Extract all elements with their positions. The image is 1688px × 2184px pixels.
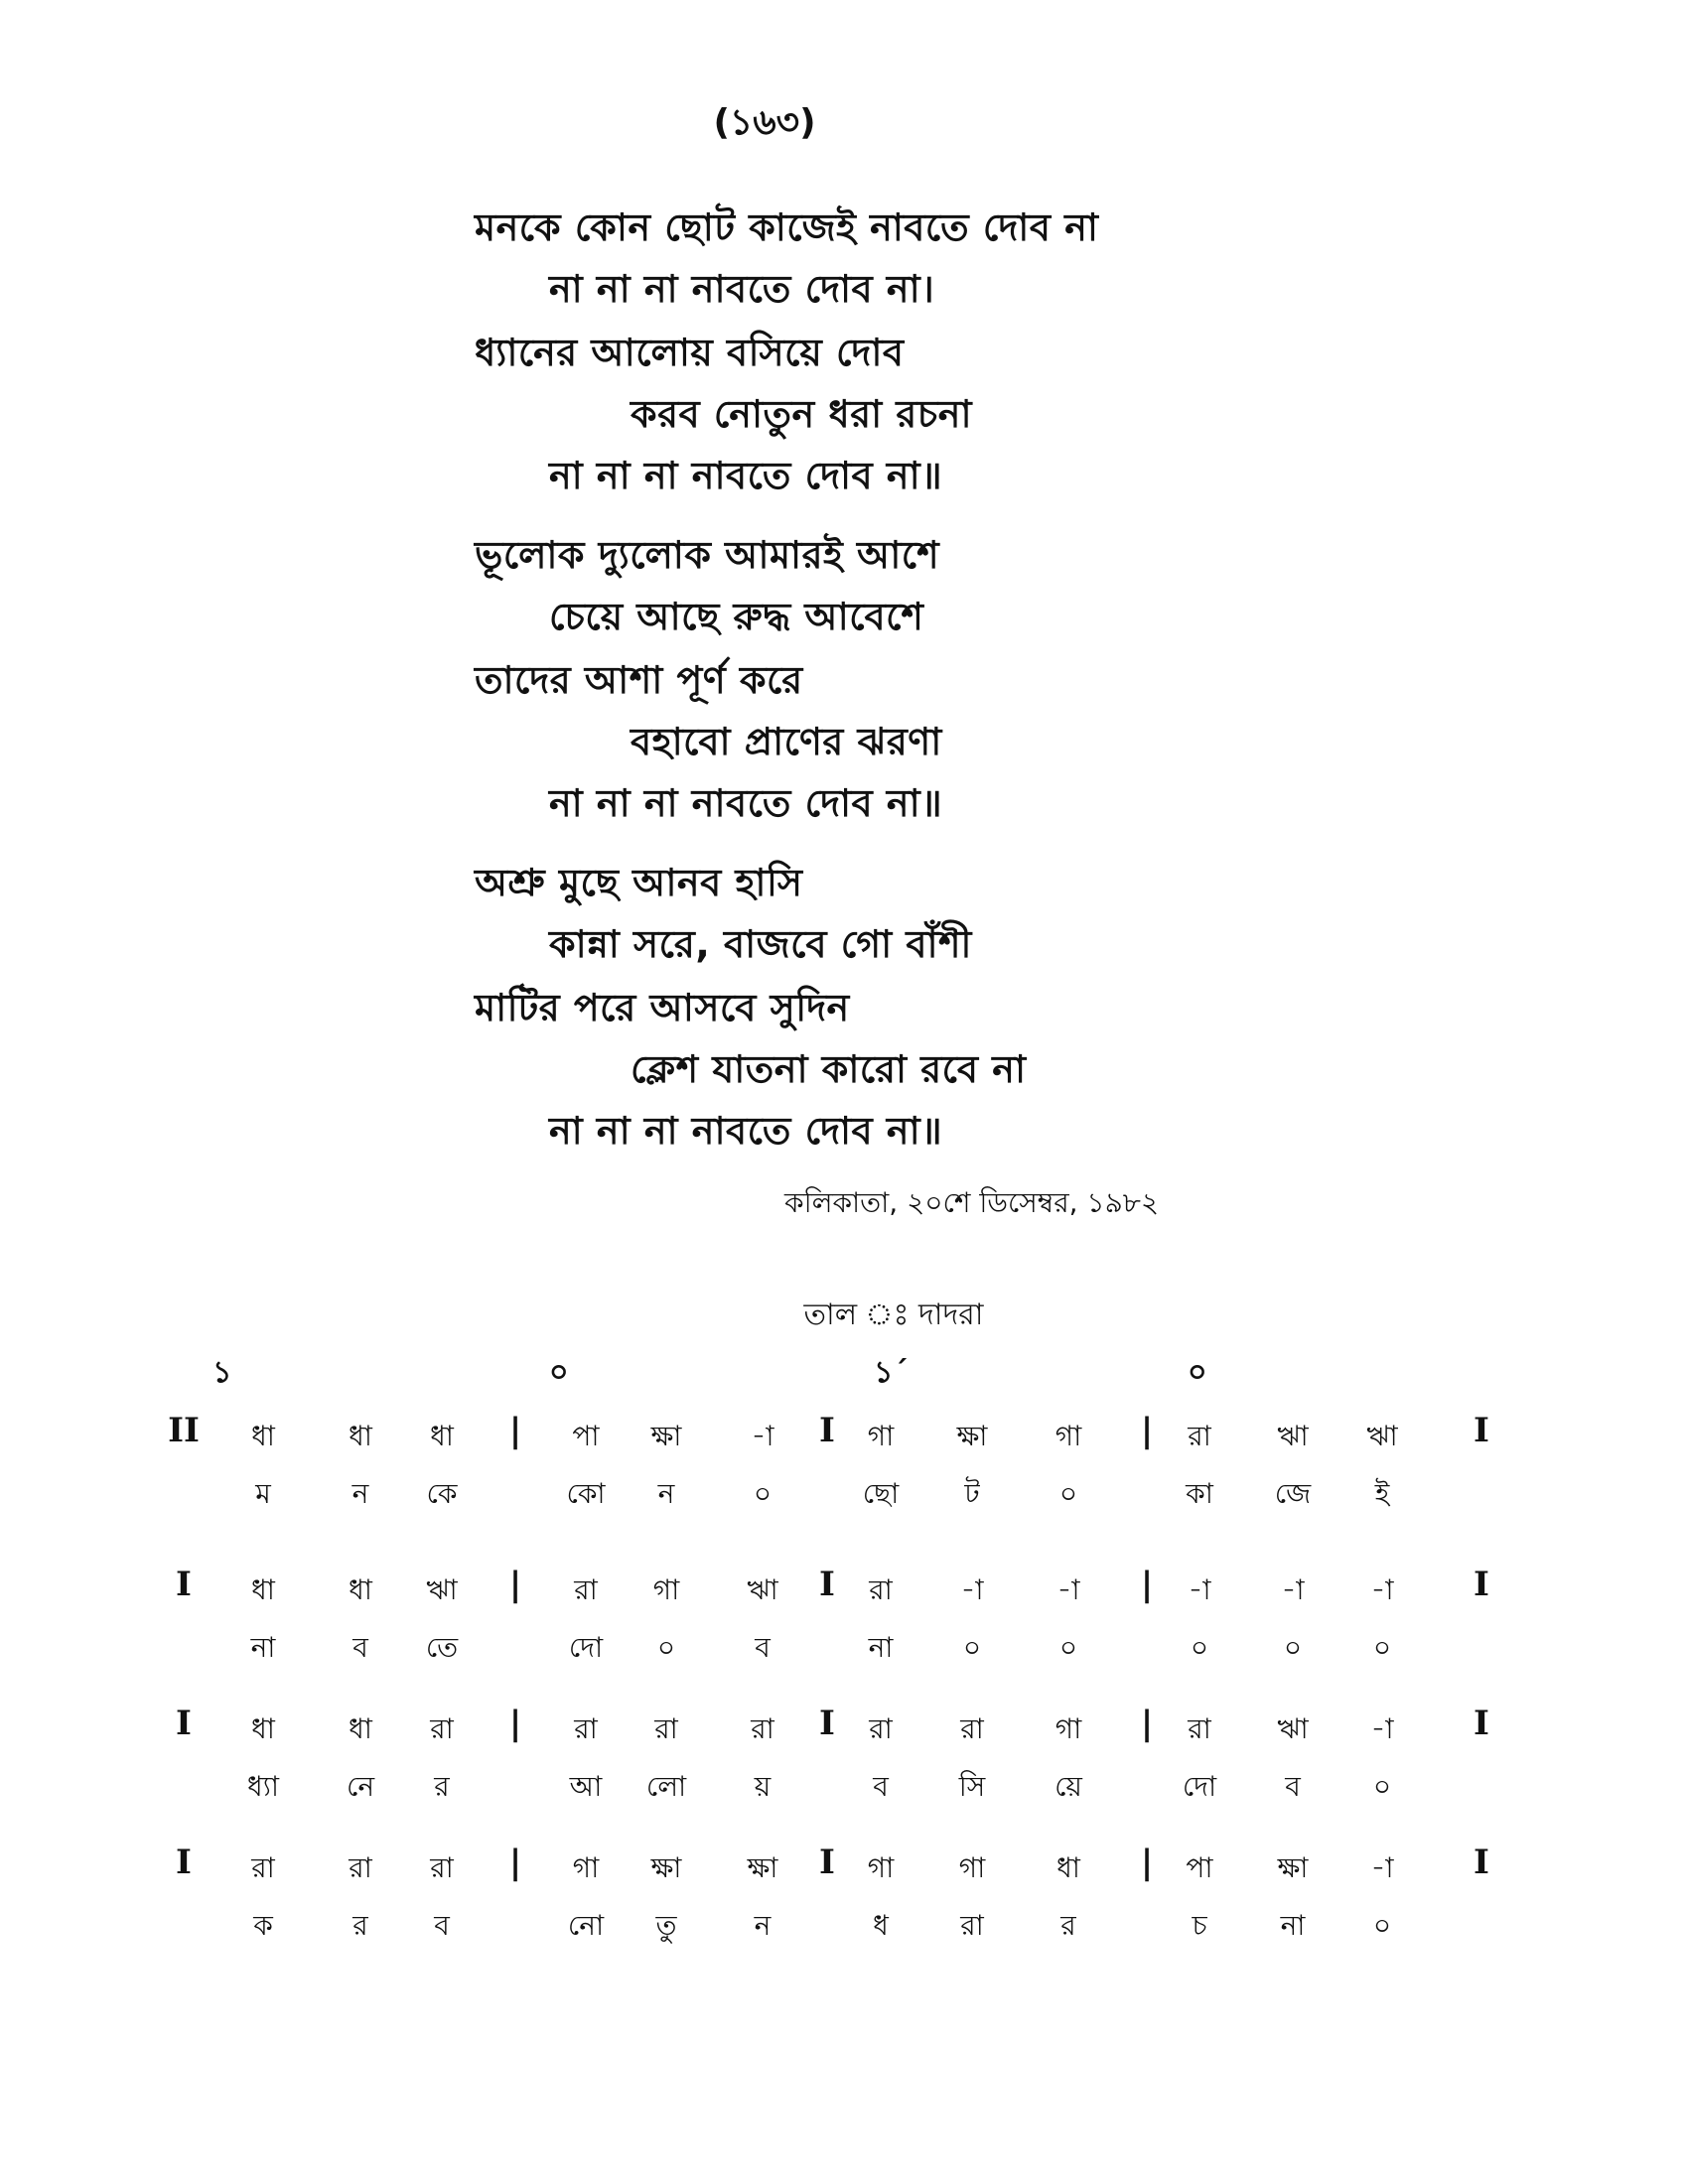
syllable-cell: ট — [964, 1477, 980, 1510]
avartan-bar: I — [819, 1411, 835, 1450]
vibhag-bar: | — [1140, 1411, 1154, 1450]
avartan-bar: I — [819, 1565, 835, 1604]
syllable-cell: ম — [255, 1477, 271, 1510]
note-cell: -া — [1281, 1573, 1305, 1606]
syllable-cell: ০ — [1058, 1477, 1078, 1510]
note-cell: ধা — [430, 1420, 454, 1452]
lyric-line: কান্না সরে, বাজবে গো বাঁশী — [549, 922, 972, 966]
syllable-cell: ব — [352, 1631, 368, 1664]
note-cell: ক্ষা — [650, 1420, 682, 1452]
syllable-cell: তে — [425, 1631, 459, 1664]
note-cell: গা — [1055, 1712, 1082, 1745]
syllable-cell: ০ — [1372, 1631, 1392, 1664]
syllable-cell: তু — [655, 1909, 677, 1942]
start-bar: I — [176, 1565, 192, 1604]
note-cell: -া — [1370, 1851, 1394, 1884]
note-cell: ক্ষা — [956, 1420, 988, 1452]
syllable-cell: না — [1280, 1909, 1306, 1942]
syllable-cell: না — [868, 1631, 894, 1664]
note-cell: ধা — [251, 1573, 275, 1606]
syllable-cell: কে — [426, 1477, 458, 1510]
note-cell: রা — [251, 1851, 275, 1884]
syllable-cell: ধ — [873, 1909, 889, 1942]
syllable-cell: র — [352, 1909, 368, 1942]
place-date: কলিকাতা, ২০শে ডিসেম্বর, ১৯৮২ — [784, 1186, 1160, 1219]
syllable-cell: ০ — [753, 1477, 773, 1510]
note-cell: পা — [572, 1420, 600, 1452]
note-cell: ধা — [349, 1573, 372, 1606]
syllable-cell: ০ — [962, 1631, 982, 1664]
start-bar: I — [176, 1843, 192, 1882]
end-bar: I — [1474, 1411, 1489, 1450]
beat-mark: ১ — [212, 1355, 232, 1390]
lyric-line: না না না নাবতে দোব না। — [549, 267, 935, 311]
note-cell: রা — [1188, 1712, 1211, 1745]
avartan-bar: I — [819, 1843, 835, 1882]
lyric-line: তাদের আশা পূর্ণ করে — [475, 658, 803, 702]
note-cell: ঋা — [1277, 1712, 1309, 1745]
beat-mark: ০ — [549, 1355, 569, 1390]
syllable-cell: নো — [567, 1909, 605, 1942]
note-cell: রা — [654, 1712, 678, 1745]
note-cell: ধা — [349, 1420, 372, 1452]
note-cell: রা — [574, 1573, 598, 1606]
lyric-line: মাটির পরে আসবে সুদিন — [475, 986, 850, 1029]
note-cell: ঋা — [426, 1573, 458, 1606]
vibhag-bar: | — [508, 1411, 522, 1450]
syllable-cell: ০ — [1283, 1631, 1303, 1664]
syllable-cell: কা — [1186, 1477, 1213, 1510]
lyric-line: বহাবো প্রাণের ঝরণা — [631, 720, 942, 763]
avartan-bar: I — [819, 1704, 835, 1743]
lyric-line: ভূলোক দ্যুলোক আমারই আশে — [475, 533, 940, 577]
note-cell: গা — [867, 1420, 895, 1452]
syllable-cell: ব — [755, 1631, 771, 1664]
note-cell: রা — [430, 1712, 454, 1745]
note-cell: রা — [751, 1712, 774, 1745]
syllable-cell: ন — [657, 1477, 675, 1510]
note-cell: রা — [574, 1712, 598, 1745]
vibhag-bar: | — [1140, 1704, 1154, 1743]
lyric-line: না না না নাবতে দোব না॥ — [549, 454, 943, 497]
syllable-cell: য়ে — [1055, 1770, 1082, 1803]
syllable-cell: জে — [1274, 1477, 1312, 1510]
syllable-cell: ন — [352, 1477, 369, 1510]
note-cell: -া — [960, 1573, 984, 1606]
start-bar: II — [168, 1411, 200, 1450]
note-cell: রা — [960, 1712, 984, 1745]
note-cell: রা — [1188, 1420, 1211, 1452]
note-cell: -া — [751, 1420, 774, 1452]
note-cell: ধা — [1056, 1851, 1080, 1884]
vibhag-bar: | — [508, 1565, 522, 1604]
lyric-line: ধ্যানের আলোয় বসিয়ে দোব — [475, 331, 905, 374]
syllable-cell: ছো — [862, 1477, 900, 1510]
note-cell: -া — [1056, 1573, 1080, 1606]
syllable-cell: ই — [1374, 1477, 1390, 1510]
syllable-cell: ন — [754, 1909, 772, 1942]
note-cell: ঋা — [747, 1573, 778, 1606]
note-cell: রা — [869, 1712, 893, 1745]
syllable-cell: দো — [1182, 1770, 1217, 1803]
note-cell: গা — [652, 1573, 680, 1606]
syllable-cell: ব — [434, 1909, 450, 1942]
end-bar: I — [1474, 1704, 1489, 1743]
note-cell: ঋা — [1366, 1420, 1398, 1452]
note-cell: গা — [867, 1851, 895, 1884]
syllable-cell: র — [1060, 1909, 1076, 1942]
syllable-cell: ব — [1285, 1770, 1301, 1803]
syllable-cell: চ — [1192, 1909, 1207, 1942]
lyric-line: অশ্রু মুছে আনব হাসি — [475, 861, 803, 904]
note-cell: ধা — [251, 1420, 275, 1452]
lyric-line: ক্লেশ যাতনা কারো রবে না — [631, 1047, 1027, 1091]
syllable-cell: নে — [346, 1770, 375, 1803]
vibhag-bar: | — [1140, 1565, 1154, 1604]
lyric-line: না না না নাবতে দোব না॥ — [549, 1109, 943, 1153]
start-bar: I — [176, 1704, 192, 1743]
end-bar: I — [1474, 1843, 1489, 1882]
beat-mark: ১´ — [874, 1355, 909, 1390]
note-cell: রা — [349, 1851, 372, 1884]
syllable-cell: আ — [569, 1770, 603, 1803]
syllable-cell: সি — [958, 1770, 986, 1803]
note-cell: -া — [1188, 1573, 1211, 1606]
vibhag-bar: | — [508, 1843, 522, 1882]
lyric-line: করব নোতুন ধরা রচনা — [631, 392, 972, 436]
syllable-cell: না — [250, 1631, 276, 1664]
note-cell: গা — [1055, 1420, 1082, 1452]
note-cell: ধা — [349, 1712, 372, 1745]
lyric-line: মনকে কোন ছোট কাজেই নাবতে দোব না — [475, 205, 1099, 249]
note-cell: -া — [1370, 1712, 1394, 1745]
lyric-line: না না না নাবতে দোব না॥ — [549, 781, 943, 825]
note-cell: পা — [1186, 1851, 1213, 1884]
note-cell: গা — [958, 1851, 986, 1884]
syllable-cell: ক — [253, 1909, 273, 1942]
beat-mark: ০ — [1188, 1355, 1207, 1390]
note-cell: রা — [869, 1573, 893, 1606]
syllable-cell: ০ — [1190, 1631, 1209, 1664]
syllable-cell: লো — [645, 1770, 687, 1803]
note-cell: ক্ষা — [747, 1851, 778, 1884]
syllable-cell: ০ — [656, 1631, 676, 1664]
syllable-cell: ০ — [1372, 1909, 1392, 1942]
lyric-line: চেয়ে আছে রুদ্ধ আবেশে — [549, 595, 924, 638]
vibhag-bar: | — [508, 1704, 522, 1743]
syllable-cell: ০ — [1058, 1631, 1078, 1664]
note-cell: ঋা — [1277, 1420, 1309, 1452]
note-cell: -া — [1370, 1573, 1394, 1606]
syllable-cell: ব — [873, 1770, 889, 1803]
note-cell: ক্ষা — [650, 1851, 682, 1884]
syllable-cell: য় — [754, 1770, 772, 1803]
syllable-cell: দো — [568, 1631, 604, 1664]
note-cell: গা — [572, 1851, 600, 1884]
syllable-cell: র — [434, 1770, 450, 1803]
note-cell: ধা — [251, 1712, 275, 1745]
syllable-cell: রা — [960, 1909, 984, 1942]
syllable-cell: ০ — [1372, 1770, 1392, 1803]
note-cell: রা — [430, 1851, 454, 1884]
page-number: (১৬৩) — [713, 102, 816, 143]
vibhag-bar: | — [1140, 1843, 1154, 1882]
syllable-cell: কো — [566, 1477, 606, 1510]
note-cell: ক্ষা — [1277, 1851, 1309, 1884]
syllable-cell: ধ্যা — [247, 1770, 279, 1803]
tala-title: তাল ঃ দাদরা — [803, 1297, 984, 1332]
end-bar: I — [1474, 1565, 1489, 1604]
